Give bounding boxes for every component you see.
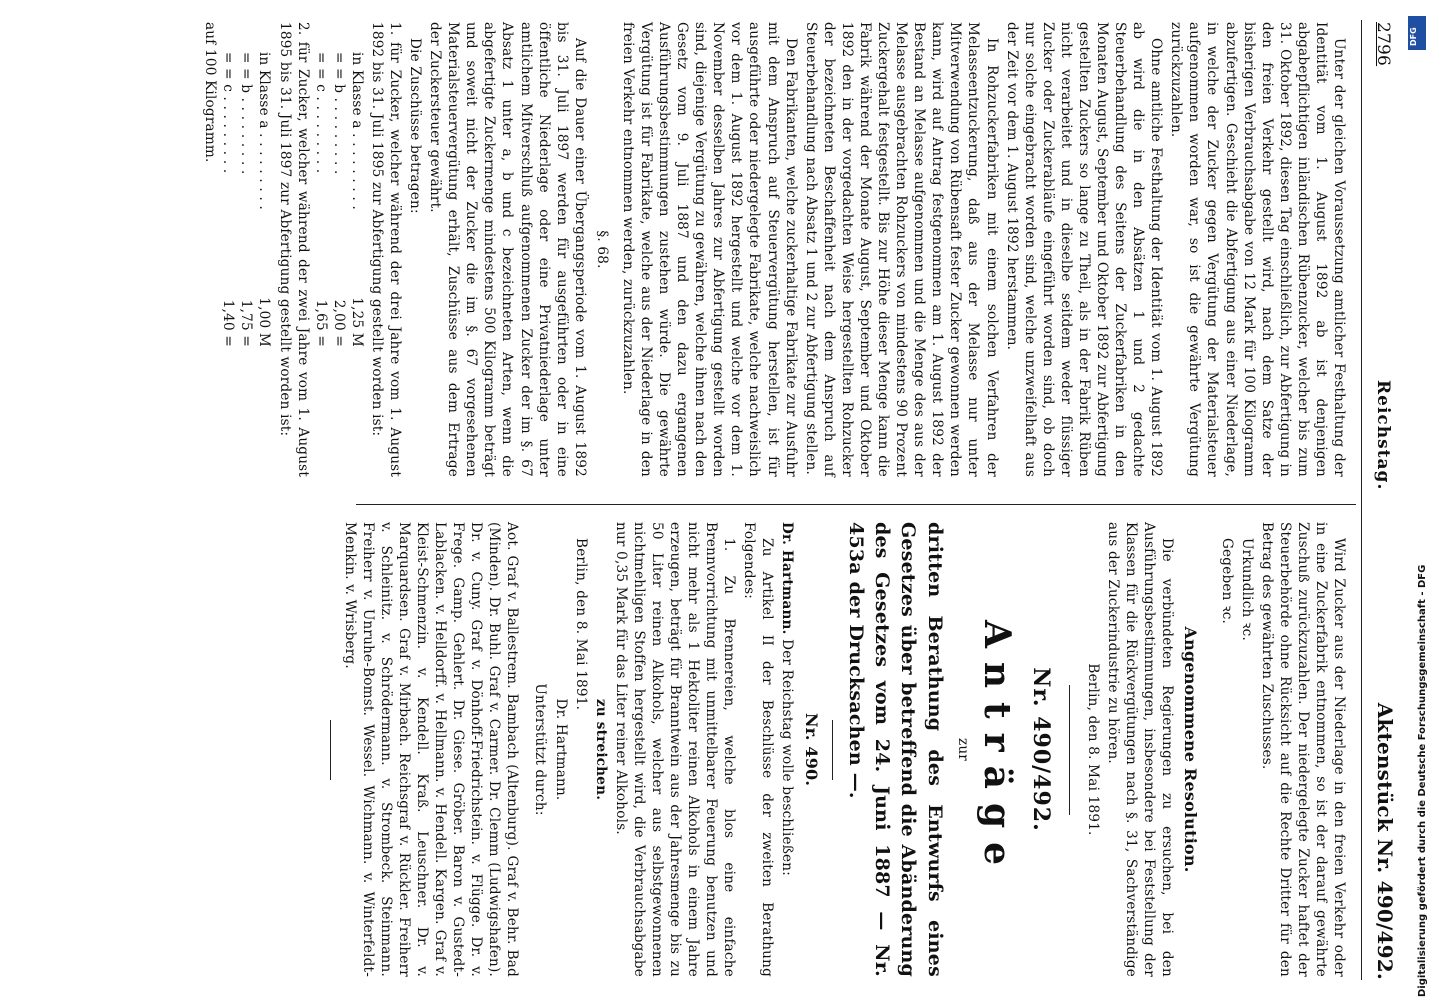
paragraph: Den Fabrikanten, welche zuckerhaltige Fabrikate zur Ausfuhr mit dem Anspruch auf Steuervergütung herstellen, ist für ausgeführte oder niedergelegte Fabrikate, welche nachweislich vor dem 1. August 1892 hergestellt und welche vor dem 1. November desselben Jahres zur Abfertigung gestellt worden sind, diejenige Vergütung zu gewähren, welche ihnen nach den Gesetz vom 9. Juli 1887 und den dazu ergangenen Ausführungsbestimmungen zustehen würde. Die gewährte Vergütung ist für Fabrikate, welche aus der Niederlage in den freien Verkehr entnommen werden, zurückzuzahlen. xyxy=(619,22,799,477)
supported-by: Unterstützt durch: xyxy=(532,683,549,816)
document-title: dritten Berathung des Entwurfs eines Gesetzes über betreffend die Abänderung des Gesetzes vom 24. Juni 1887 — Nr. 453a der Drucksachen —. xyxy=(844,522,946,977)
scanned-page xyxy=(26,20,1406,980)
motion-number: Nr. 490. xyxy=(801,712,821,787)
rate-label: = = c . . . . . . . . . xyxy=(312,52,329,174)
rate-label: in Klasse a . . . . . . . . . xyxy=(256,52,273,211)
motion-intro xyxy=(778,522,796,977)
document-number: Nr. 490/492. xyxy=(1027,667,1054,832)
list-item: 1. für Zucker, welcher während der drei Jahre vom 1. August 1892 bis 31. Juli 1895 zur Abfertigung gestellt worden ist: xyxy=(368,22,404,477)
left-column xyxy=(199,22,1348,477)
rate-line xyxy=(219,22,237,477)
paragraph: Ohne amtliche Festhaltung der Identität vom 1. August 1892 ab wird die in den Absätzen 1 und 2 gedachte Steuerbehandlung des Seitens der Zuckerfabriken in den Monaten August, September und Oktober 1892 zur Abfertigung gestellten Zuckers so lange zu Theil, als in der Fabrik Rüben nicht verarbeitet und in dieselbe seitdem weder flüssiger Zucker oder Zuckerabläufe eingeführt worden sind, ob doch nur solche eingebracht worden sind, welche unzweifelhaft aus der Zeit vor dem 1. August 1892 herstammen. xyxy=(1003,22,1165,477)
paragraph: Unter der gleichen Voraussetzung amtlicher Festhaltung der Identität vom 1. August 1892 ab ist denjenigen abgabepflichtigen inländischen Rübenzucker, welcher bis zum 31. Oktober 1892, diesen Tag einschließlich, zur Abfertigung in den freien Verkehr gestellt wird, nach dem Satze der bisherigen Verbrauchsabgabe von 12 Mark für 100 Kilogramm abzufertigen. Geschieht die Abfertigung aus einer Niederlage, in welche der Zucker gegen Vergütung der Materialsteuer aufgenommen worden war, so ist die gewährte Vergütung zurückzuzahlen. xyxy=(1168,22,1347,477)
separator xyxy=(330,720,331,780)
rate-line xyxy=(330,22,348,477)
formula-urkundlich: Urkundlich ꝛc. xyxy=(1238,538,1255,641)
resolution-text: Die verbündeten Regierungen zu ersuchen, bei den Ausführungsbestimmungen, insbesondere bei Feststellung der Klassen für die Rückvergütungen nach §. 31, Sachverständige aus der Zuckerindustrie zu hören. xyxy=(1104,522,1176,977)
separator xyxy=(1069,685,1070,815)
paragraph: Auf die Dauer einer Übergangsperiode vom 1. August 1892 bis 31. Juli 1897 werden für ausgeführten oder in eine öffentliche Niederlage oder eine Privatniederlage unter amtlichem Mitverschluß aufgenommenen Zucker der im §. 67 Absatz 1 unter a, b und c bezeichneten Arten, wenn die abgefertigte Zuckermenge mindestens 500 Kilogramm beträgt und soweit nicht der Zucker die im §. 67 vorgesehenen Materialsteuervergütung erhält, Zuschüsse aus dem Ertrage der Zuckersteuer gewährt. xyxy=(427,22,588,477)
strike-instruction: zu streichen. xyxy=(592,698,609,801)
section-heading: §. 68. xyxy=(593,230,610,269)
rate-label: in Klasse a . . . . . . . . . xyxy=(348,52,365,211)
rate-label: = = c . . . . . . . . . xyxy=(220,52,237,174)
antraege-heading: Anträge xyxy=(975,619,1018,880)
zur-label: zur xyxy=(954,737,971,761)
right-column xyxy=(320,522,1348,977)
supporters-list: Aot. Graf v. Ballestrem. Bambach (Altenburg). Graf v. Behr. Bad (Minden). Dr. Buhl. Graf v. Carmer. Dr. Clemm (Ludwigshafen). Dr. v. Cuny. Graf v. Dönhoff-Friedrichstein. v. Flügge. Dr. v. Frege. Gamp. Gehlert. Dr. Giese. Gröber. Baron v. Gustedt-Lablacken. v. Helldorff. v. Hellmann. v. Hendell. Kargen. Graf v. Kleist-Schmenzin. v. Kendell. Kraß. Leuschner. Dr. v. Marquardsen. Graf v. Mirbach. Reichsgraf v. Rückler. Freiherr v. Schleinitz. v. Schrödermann. v. Strombeck. Steinmann. Freiherr v. Unruhe-Bomst. Wessel. Wichmann. v. Winterfeldt-Menkin. v. Wrisberg. xyxy=(341,522,521,977)
page-header xyxy=(1368,20,1398,980)
running-title: Reichstag. xyxy=(1373,380,1393,491)
dfg-side-note xyxy=(1404,12,1430,998)
signature: Dr. Hartmann. xyxy=(552,698,569,801)
rate-label: = = b . . . . . . . . . xyxy=(330,52,347,175)
dfg-funding-text: Digitalisierung gefördert durch die Deutsche Forschungsgemeinschaft - DFG xyxy=(1417,564,1428,997)
rate-line xyxy=(348,22,366,477)
rate-value: 1,40 = xyxy=(220,299,237,347)
aktenstueck-label: Aktenstück Nr. 490/492. xyxy=(1373,702,1397,980)
date-line: Berlin, den 8. Mai 1891. xyxy=(1084,663,1101,836)
paragraph: Die Zuschüsse betragen: xyxy=(407,38,424,214)
motion-item: 1. Zu Brennereien, welche blos eine einfache Brennvorrichtung mit unmittelbarer Feuerung benutzen und nicht mehr als 1 Hektoliter reinen Alkohols in einem Jahre erzeugen, beträgt für Branntwein aus der Jahresmenge bis zu 50 Liter reinen Alkohols, welcher aus selbstgewonnenen nichtmehligen Stoffen hergestellt wird, die Verbrauchsabgabe nur 0,35 Mark für das Liter reiner Alkohols. xyxy=(612,522,738,977)
dfg-logo: DFG xyxy=(1408,16,1426,50)
unit-note: auf 100 Kilogramm. xyxy=(202,22,219,163)
separator xyxy=(832,720,833,780)
rate-value: 1,75 = xyxy=(238,299,255,347)
rate-line xyxy=(255,22,273,477)
article-ref: Zu Artikel II der Beschlüsse der zweiten Berathung Folgendes: xyxy=(741,522,776,977)
list-item: 2. für Zucker, welcher während der zwei Jahre vom 1. August 1895 bis 31. Juli 1897 zur Abfertigung gestellt worden ist: xyxy=(276,22,311,477)
rate-value: 1,65 = xyxy=(312,299,329,347)
paragraph: Wird Zucker aus der Niederlage in den freien Verkehr oder in eine Zuckerfabrik entnommen, so ist der darauf gewährte Zuschuß zurückzuzahlen. Der niedergelegte Zucker haftet der Steuerbehörde ohne Rücksicht auf die Rechte Dritter für den Betrag des gewährten Zuschusses. xyxy=(1258,522,1347,977)
header-rule xyxy=(1361,20,1362,980)
resolution-heading: Angenommene Resolution. xyxy=(1181,626,1201,873)
motion-author: Dr. Hartmann. xyxy=(779,522,796,635)
rate-value: 1,00 M xyxy=(256,297,273,347)
column-divider xyxy=(356,504,1356,505)
rate-line xyxy=(312,22,330,477)
rate-value: 2,00 = xyxy=(330,299,347,347)
date-line: Berlin, den 8. Mai 1891. xyxy=(572,538,589,711)
motion-formula: Der Reichstag wolle beschließen: xyxy=(779,639,796,876)
rate-label: = = b . . . . . . . . . xyxy=(238,52,255,175)
formula-gegeben: Gegeben ꝛc. xyxy=(1218,538,1235,625)
rate-value: 1,25 M xyxy=(348,297,365,347)
paragraph: In Rohzuckerfabriken mit einem solchen Verfahren der Melasseentzuckerung, daß aus der Melasse nur unter Mitverwendung von Rübensaft fester Zucker gewonnen werden kann, wird auf Antrag festgenommen am 1. August 1892 der Bestand an Melasse aufgenommen und die Menge des aus der Melasse ausgebrachten Rohzuckers von mindestens 90 Prozent Zuckergehalt festgestellt. Bis zur Höhe dieser Menge kann die Fabrik während der Monate August, September und Oktober 1892 den in der vorgedachten Weise hergestellten Rohzucker der bezeichneten Beschaffenheit nach dem Anspruch auf Steuerbehandlung nach Absatz 1 und 2 zur Abfertigung stellen. xyxy=(802,22,1000,477)
rate-line xyxy=(237,22,255,477)
page-number: 2796 xyxy=(1373,22,1393,67)
